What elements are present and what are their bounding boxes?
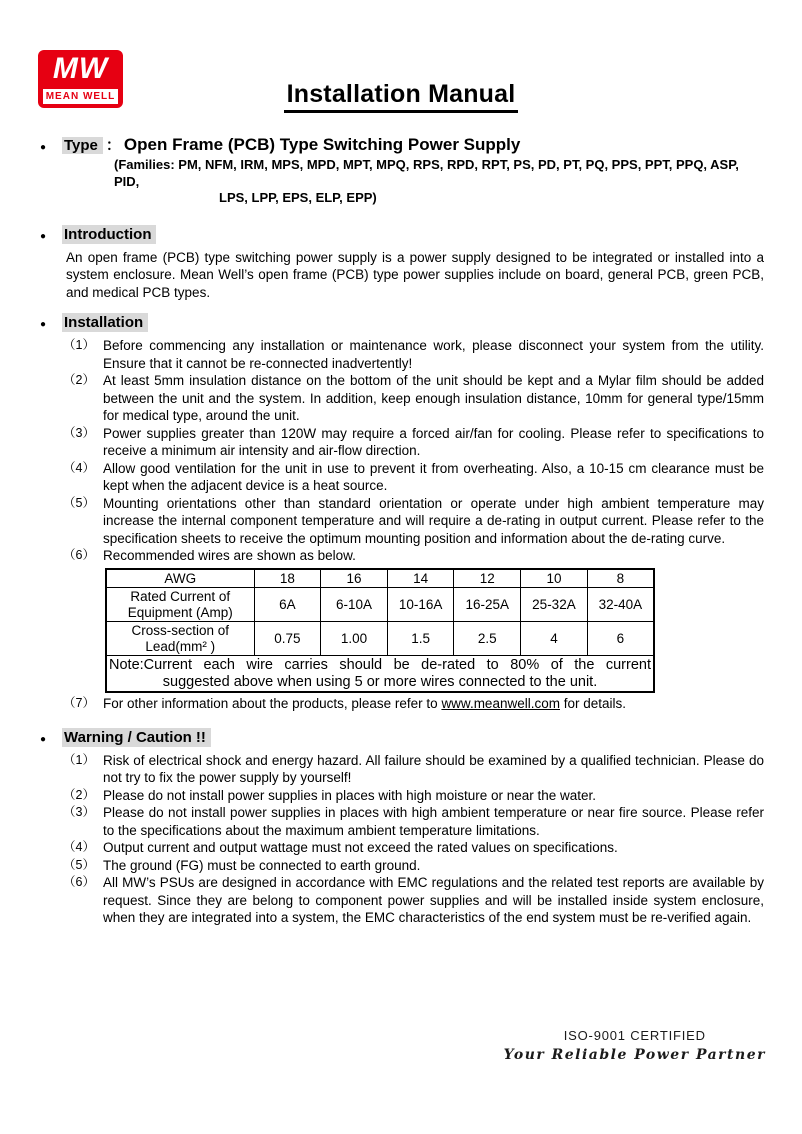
- wire-table-cell: 4: [521, 622, 588, 656]
- bullet-icon: ●: [40, 733, 47, 745]
- item-text: Output current and output wattage must not exceed the rated values on specifications.: [103, 840, 618, 855]
- note-line-1: Note:Current each wire carries should be de-rated to 80% of the current: [109, 657, 651, 673]
- wire-table-header-row: [106, 569, 654, 588]
- wire-table-cell: 6: [587, 622, 654, 656]
- item-number: （2）: [63, 787, 95, 802]
- wire-table-cell: 10-16A: [387, 588, 454, 622]
- item-text: Mounting orientations other than standard orientation or operate under high ambient temperature may increase the internal component temperature and will require a de-rating in output current. Please refer to the specification sheets to receive the optimum mounting position and information about the de-rating curve.: [103, 495, 764, 546]
- cross-section-row: [106, 622, 654, 656]
- installation-heading: Installation: [62, 313, 148, 332]
- item-text: Before commencing any installation or maintenance work, please disconnect your system from the utility. Ensure that it cannot be re-connected inadvertently!: [103, 338, 764, 371]
- bullet-icon: ●: [40, 230, 47, 242]
- wire-table-header-cell: 14: [387, 569, 454, 588]
- item-number: （2）: [63, 373, 95, 387]
- item-number: （1）: [63, 338, 95, 352]
- warning-item-2: [63, 787, 764, 805]
- installation-item-6: [63, 547, 764, 565]
- item-text: At least 5mm insulation distance on the bottom of the unit should be kept and a Mylar film should be added between the unit and the system. In addition, keep enough insulation distance, 10mm for general type/15mm for medical type, around the unit.: [103, 373, 764, 423]
- item-number: （3）: [63, 425, 95, 440]
- warning-item-6: [63, 874, 764, 927]
- brand-slogan-text: Your Reliable Power Partner: [503, 1047, 766, 1063]
- wire-table-header-cell: 8: [587, 569, 654, 588]
- families-line-1: (Families: PM, NFM, IRM, MPS, MPD, MPT, MPQ, RPS, RPD, RPT, PS, PD, PT, PQ, PPS, PPT, PPQ, ASP, PID,: [114, 157, 739, 189]
- item-number: （5）: [63, 857, 95, 872]
- item-number: （6）: [63, 875, 95, 889]
- warning-heading: Warning / Caution !!: [62, 728, 211, 747]
- type-heading: Open Frame (PCB) Type Switching Power Supply: [123, 135, 521, 154]
- families-line-2: LPS, LPP, EPS, ELP, EPP): [219, 190, 377, 205]
- item-text: Recommended wires are shown as below.: [103, 548, 356, 563]
- item-text: The ground (FG) must be connected to earth ground.: [103, 857, 421, 873]
- warning-item-3: [63, 804, 764, 839]
- installation-item-4: [63, 460, 764, 495]
- wire-table-header-cell: AWG: [106, 569, 254, 588]
- warning-item-5: [63, 857, 764, 875]
- item-number: （4）: [63, 840, 95, 854]
- rated-current-row: [106, 588, 654, 622]
- installation-item-1: [63, 337, 764, 372]
- wire-table-cell: 1.00: [321, 622, 388, 656]
- installation-item-5: [63, 495, 764, 548]
- item-text: Power supplies greater than 120W may require a forced air/fan for cooling. Please refer to specifications to receive a minimum air intensity and air-flow direction.: [103, 425, 764, 458]
- item-text: Allow good ventilation for the unit in use to prevent it from overheating. Also, a 10-15 cm clearance must be kept when the adjacent device is a heat source.: [103, 460, 764, 493]
- item-text-post: for details.: [559, 696, 627, 711]
- item-number: （3）: [63, 805, 95, 819]
- wire-table-cell: 2.5: [454, 622, 521, 656]
- logo-mw-monogram: MW: [52, 52, 109, 85]
- wire-table-header-cell: 12: [454, 569, 521, 588]
- wire-table-cell: 1.5: [387, 622, 454, 656]
- bullet-icon: ●: [40, 319, 47, 330]
- wire-table-header-cell: 16: [321, 569, 388, 588]
- item-text-pre: For other information about the products, please refer to: [103, 696, 442, 711]
- type-colon: ：: [105, 137, 121, 154]
- introduction-heading: Introduction: [62, 225, 156, 244]
- item-text: Please do not install power supplies in places with high moisture or near the water.: [103, 787, 597, 803]
- item-number: （7）: [63, 696, 95, 710]
- document-header: [0, 0, 802, 128]
- wire-table-cell: 25-32A: [521, 588, 588, 622]
- item-text: Please do not install power supplies in places with high ambient temperature or near fire source. Please refer to the specifications about the maximum ambient temperature limitations.: [103, 805, 764, 838]
- warning-item-4: [63, 839, 764, 857]
- wire-table-header-cell: 10: [521, 569, 588, 588]
- item-text: Risk of electrical shock and energy hazard. All failure should be examined by a qualified technician. Please do not try to fix the power supply by yourself!: [103, 752, 764, 785]
- introduction-heading-row: [38, 225, 764, 246]
- installation-list: [38, 337, 764, 713]
- type-label: Type: [62, 137, 103, 154]
- item-text: [103, 695, 764, 713]
- installation-item-7: [63, 695, 764, 713]
- wire-table-note: [106, 656, 654, 693]
- type-section: [38, 136, 764, 207]
- wire-table-cell: 6-10A: [321, 588, 388, 622]
- row-label-cell: Cross-section of Lead(mm² ): [106, 622, 254, 656]
- item-number: （1）: [63, 752, 95, 767]
- wire-table-cell: 32-40A: [587, 588, 654, 622]
- item-number: （6）: [63, 548, 95, 562]
- note-row: [106, 656, 654, 693]
- warning-list: [38, 752, 764, 927]
- type-section-body: [62, 136, 764, 207]
- warning-heading-row: [38, 728, 764, 749]
- iso-certified-text: ISO-9001 CERTIFIED: [563, 1028, 706, 1043]
- item-number: （5）: [63, 495, 95, 510]
- installation-item-2: [63, 372, 764, 425]
- warning-item-1: [63, 752, 764, 787]
- introduction-paragraph: An open frame (PCB) type switching power supply is a power supply designed to be integrated or installed into a system enclosure. Mean Well’s open frame (PCB) type power supplies include on board, general PCB, green PCB, and medical PCB types.: [66, 249, 764, 300]
- note-line-2: suggested above when using 5 or more wires connected to the unit.: [162, 673, 598, 690]
- wire-table-cell: 6A: [254, 588, 321, 622]
- meanwell-website-link[interactable]: www.meanwell.com: [441, 696, 560, 711]
- logo-brand-name: MEAN WELL: [43, 89, 118, 104]
- document-footer: [504, 1028, 766, 1063]
- families-list: [114, 157, 764, 207]
- document-body: [38, 136, 764, 927]
- bullet-icon: ●: [40, 142, 47, 153]
- wire-table: [105, 568, 655, 694]
- wire-table-cell: 0.75: [254, 622, 321, 656]
- installation-item-3: [63, 425, 764, 460]
- item-number: （4）: [63, 460, 95, 475]
- item-text: All MW’s PSUs are designed in accordance with EMC regulations and the related test reports are available by request. Since they are belong to component power supplies and will be installed inside system enclosure, when they are integrated into a system, the EMC characteristics of the end system must be re-verified again.: [103, 875, 764, 925]
- installation-heading-row: [38, 313, 764, 334]
- row-label-cell: Rated Current of Equipment (Amp): [106, 588, 254, 622]
- wire-table-cell: 16-25A: [454, 588, 521, 622]
- page-title: Installation Manual: [284, 80, 519, 113]
- title-container: [0, 80, 802, 113]
- wire-table-header-cell: 18: [254, 569, 321, 588]
